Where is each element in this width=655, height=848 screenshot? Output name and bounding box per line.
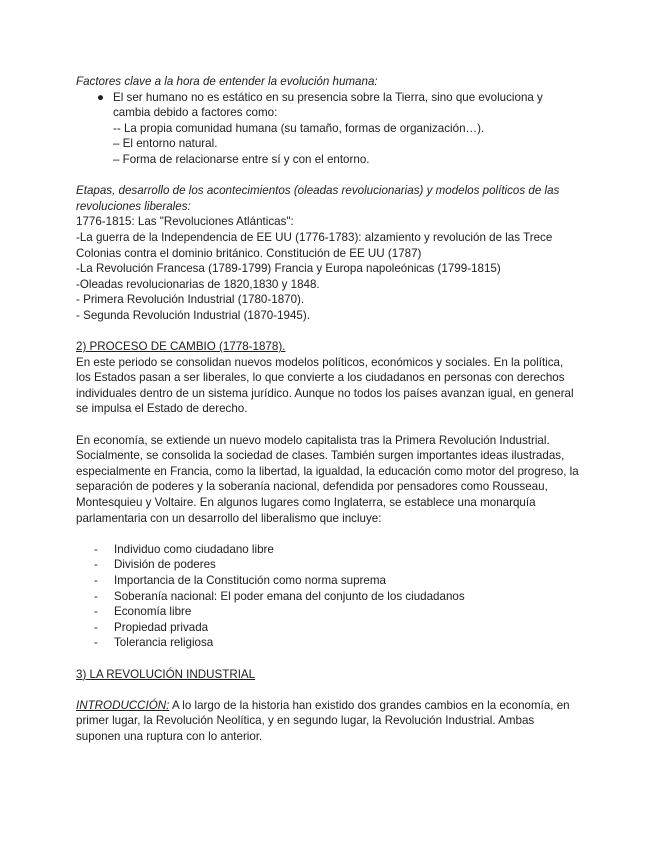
dash-icon: - [94,620,98,634]
revolucion-heading: 3) LA REVOLUCIÓN INDUSTRIAL [76,667,256,681]
bullet-dot-icon: ● [97,90,105,104]
liberalismo-list-item [76,589,580,605]
revolucion-intro-paragraph [76,698,580,745]
factores-sub-item: – El entorno natural. [113,137,218,151]
liberalismo-list-item [76,542,580,558]
factores-sub-item: -- La propia comunidad humana (su tamaño, formas de organización…). [113,121,485,135]
liberalismo-item-text: Economía libre [114,605,192,619]
factores-bullet-list [76,90,580,121]
document-page [76,74,580,745]
liberalismo-item-text: Tolerancia religiosa [114,636,214,650]
liberalismo-item-text: Importancia de la Constitución como norma suprema [114,574,386,587]
etapas-line: -Oleadas revolucionarias de 1820,1830 y 1848. [76,277,320,291]
proceso-heading: 2) PROCESO DE CAMBIO (1778-1878). [76,340,286,354]
liberalismo-item-text: Soberanía nacional: El poder emana del conjunto de los ciudadanos [114,589,465,603]
etapas-heading: Etapas, desarrollo de los acontecimientos (oleadas revolucionarias) y modelos políticos de las revoluciones liberales: [76,184,560,213]
proceso-paragraph-1: En este periodo se consolidan nuevos modelos políticos, económicos y sociales. En la política, los Estados pasan a ser liberales, lo que convierte a los ciudadanos en personas con derechos individuales dentro de un sistema jurídico. Aunque no todos los países avanzan igual, en general se impulsa el Estado de derecho. [76,355,574,416]
etapas-line: -La guerra de la Independencia de EE UU (1776-1783): alzamiento y revolución de las Trece Colonias contra el dominio británico. Constitución de EE UU (1787) [76,230,553,260]
factores-sub-item: – Forma de relacionarse entre sí y con el entorno. [113,152,370,166]
factores-bullet-text: El ser humano no es estático en su presencia sobre la Tierra, sino que evoluciona y cambia debido a factores como: [113,90,543,120]
proceso-paragraph-2: En economía, se extiende un nuevo modelo capitalista tras la Primera Revolución Industrial. Socialmente, se consolida la sociedad de clases. También surgen importantes ideas ilustradas, especialmente en Francia, como la libertad, la igualdad, la educación como motor del progreso, la separación de poderes y la soberanía nacional, defendida por pensadores como Rousseau, Montesquieu y Voltaire. En algunos lugares como Inglaterra, se establece una monarquía parlamentaria con un desarrollo del liberalismo que incluye: [76,433,579,525]
dash-icon: - [94,542,98,556]
etapas-line: -La Revolución Francesa (1789-1799) Francia y Europa napoleónicas (1799-1815) [76,262,501,276]
dash-icon: - [94,558,98,572]
liberalismo-list-item [76,573,580,589]
dash-icon: - [94,574,98,587]
liberalismo-list-item [76,620,580,636]
etapas-line: - Primera Revolución Industrial (1780-1870). [76,293,305,307]
etapas-line: - Segunda Revolución Industrial (1870-1945). [76,308,310,322]
intro-text: A lo largo de la historia han existido dos grandes cambios en la economía, en primer lugar, la Revolución Neolítica, y en segundo lugar, la Revolución Industrial. Ambas suponen una ruptura con lo anterior. [76,698,570,743]
liberalismo-list [76,542,580,651]
liberalismo-item-text: Propiedad privada [114,620,209,634]
liberalismo-item-text: División de poderes [114,558,216,572]
dash-icon: - [94,589,98,603]
factores-heading: Factores clave a la hora de entender la evolución humana: [76,75,378,88]
liberalismo-list-item [76,557,580,573]
liberalismo-item-text: Individuo como ciudadano libre [114,542,274,556]
liberalismo-list-item [76,604,580,620]
etapas-line: 1776-1815: Las "Revoluciones Atlánticas": [76,215,294,229]
liberalismo-list-item [76,635,580,651]
dash-icon: - [94,605,98,619]
intro-label: INTRODUCCIÓN: [76,698,170,712]
factores-bullet-item [76,90,580,121]
dash-icon: - [94,636,98,650]
